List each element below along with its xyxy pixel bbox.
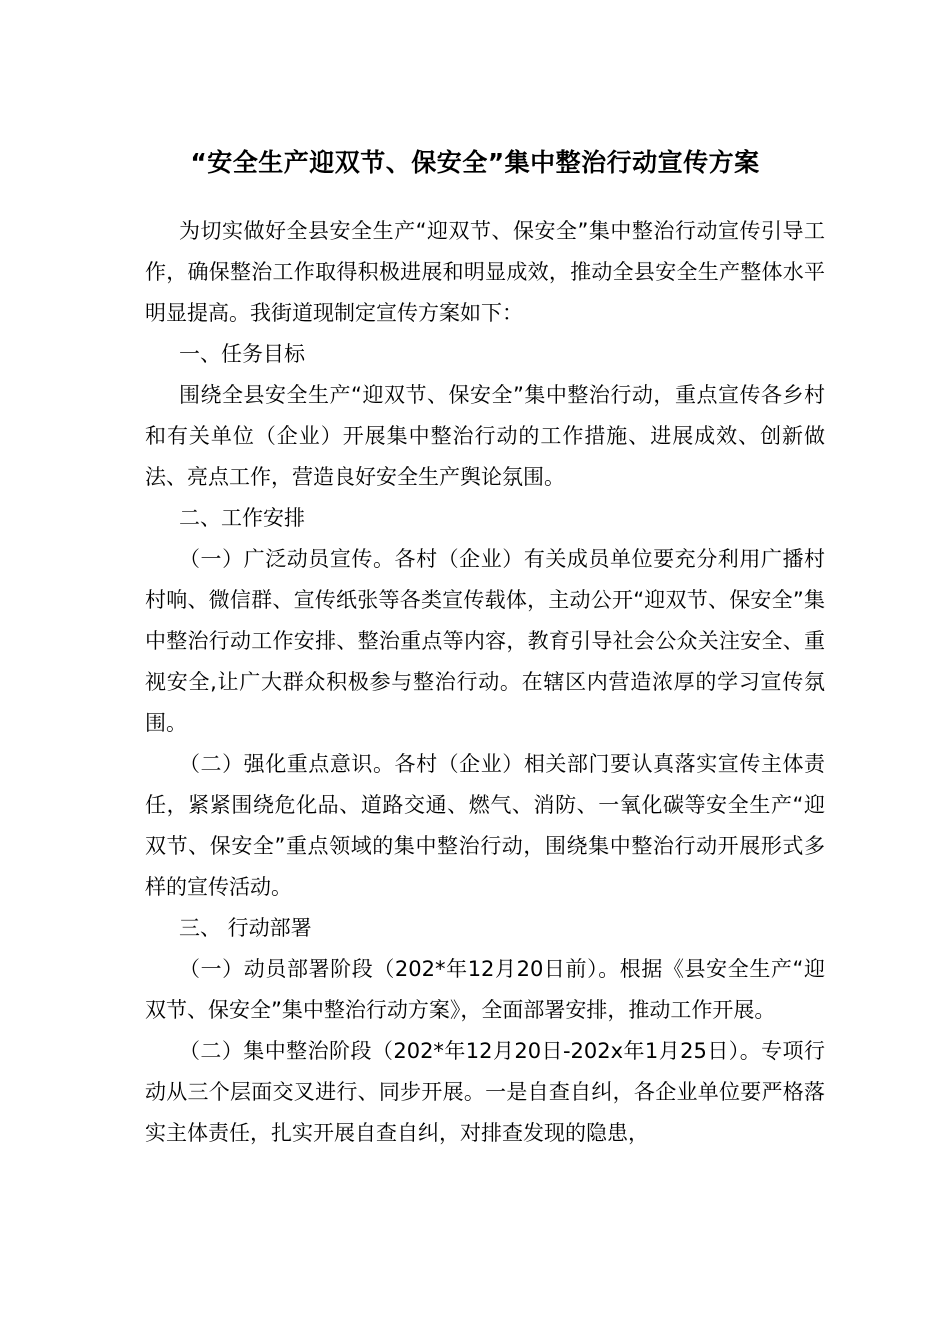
work-arrangement-item-1: （一）广泛动员宣传。各村（企业）有关成员单位要充分利用广播村村响、微信群、宣传纸张等各类宣传载体，主动公开“迎双节、保安全”集中整治行动工作安排、整治重点等内容，教育引导社会公众关注安全、重视安全,让广大群众积极参与整治行动。在辖区内营造浓厚的学习宣传氛围。 <box>145 547 825 735</box>
action-deployment-item-2: （二）集中整治阶段（202*年12月20日-202x年1月25日）。专项行动从三个层面交叉进行、同步开展。一是自查自纠，各企业单位要严格落实主体责任，扎实开展自查自纠，对排查发现的隐患， <box>145 1039 825 1145</box>
work-arrangement-item-2: （二）强化重点意识。各村（企业）相关部门要认真落实宣传主体责任，紧紧围绕危化品、道路交通、燃气、消防、一氧化碳等安全生产“迎双节、保安全”重点领域的集中整治行动，围绕集中整治行动开展形式多样的宣传活动。 <box>145 752 825 899</box>
document-title: “安全生产迎双节、保安全”集中整治行动宣传方案 <box>190 148 760 177</box>
document-body <box>145 211 825 1154</box>
section-heading-task-goal: 一、任务目标 <box>179 342 305 366</box>
action-deployment-item-1: （一）动员部署阶段（202*年12月20日前）。根据《县安全生产“迎双节、保安全”集中整治行动方案》，全面部署安排，推动工作开展。 <box>145 957 825 1022</box>
section-heading-work-arrangement: 二、工作安排 <box>179 506 305 530</box>
task-goal-paragraph: 围绕全县安全生产“迎双节、保安全”集中整治行动，重点宣传各乡村和有关单位（企业）开展集中整治行动的工作措施、进展成效、创新做法、亮点工作，营造良好安全生产舆论氛围。 <box>145 383 825 489</box>
intro-paragraph: 为切实做好全县安全生产“迎双节、保安全”集中整治行动宣传引导工作，确保整治工作取得积极进展和明显成效，推动全县安全生产整体水平明显提高。我街道现制定宣传方案如下： <box>145 219 825 325</box>
section-heading-action-deployment: 三、 行动部署 <box>179 916 312 940</box>
